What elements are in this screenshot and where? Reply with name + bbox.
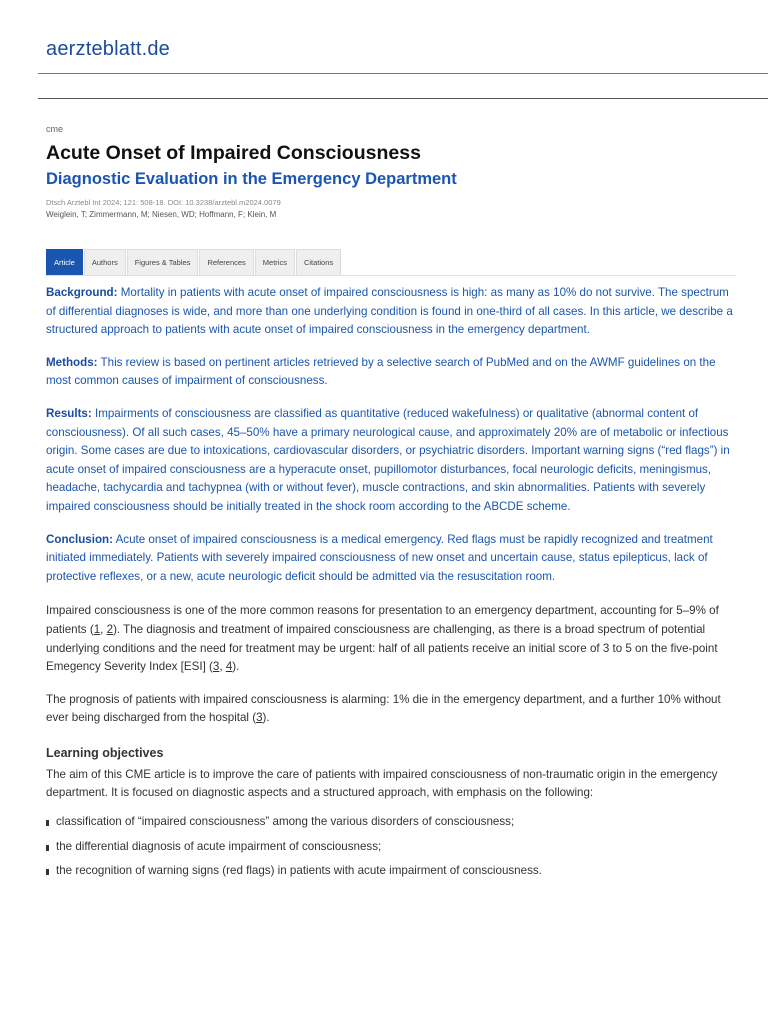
body-text: ). The diagnosis and treatment of impaired consciousness are challenging, as there is a broad spectrum of potential underlying conditions and the need for treatment may be urgent: half of all patients receive an initial score of 3 to 5 on the five-point Emegency Severity Index [ESI] ( <box>46 622 718 674</box>
abstract-conclusion <box>46 531 736 587</box>
learning-objectives-intro: The aim of this CME article is to improve the care of patients with impaired consciousness of non-traumatic origin in the emergency department. It is focused on diagnostic aspects and a structured approach, with emphasis on the following: <box>46 767 718 800</box>
header-divider-bottom <box>38 98 768 99</box>
abstract-conclusion-label: Conclusion: <box>46 532 113 546</box>
tab-authors[interactable]: Authors <box>84 249 126 275</box>
body-text: , <box>219 660 226 674</box>
bullet-icon <box>46 869 49 875</box>
list-item-text: the recognition of warning signs (red flags) in patients with acute impairment of consciousness. <box>56 864 542 878</box>
tab-metrics[interactable]: Metrics <box>255 249 295 275</box>
abstract-results <box>46 405 736 517</box>
body-paragraph <box>46 602 736 676</box>
article-authors: Weiglein, T; Zimmermann, M; Niesen, WD; Hoffmann, F; Klein, M <box>46 210 277 219</box>
article-title: Acute Onset of Impaired Consciousness <box>46 142 421 164</box>
abstract-methods <box>46 354 736 391</box>
abstract-background <box>46 284 736 340</box>
list-item-text: the differential diagnosis of acute impairment of consciousness; <box>56 839 382 853</box>
list-item <box>46 862 736 881</box>
list-item <box>46 838 736 857</box>
header-divider-top <box>38 73 768 74</box>
body-text: The prognosis of patients with impaired consciousness is alarming: 1% die in the emergency department, and a further 10% without ever being discharged from the hospital ( <box>46 692 721 725</box>
body-text: , <box>100 622 107 636</box>
list-item <box>46 813 736 832</box>
abstract-conclusion-text: Acute onset of impaired consciousness is a medical emergency. Red flags must be rapidly recognized and treatment initiated immediately. Patients with severely impaired consciousness of new onset and uncertain cause, status epilepticus, lack of protective reflexes, or a new, acute neurologic deficit should be admitted via the resuscitation room. <box>46 532 713 583</box>
abstract-background-label: Background: <box>46 286 118 299</box>
abstract-methods-label: Methods: <box>46 355 98 369</box>
abstract-results-label: Results: <box>46 406 92 420</box>
tab-article[interactable]: Article <box>46 249 83 275</box>
reference-link[interactable]: 1 <box>93 622 101 636</box>
article-body <box>46 602 736 881</box>
body-paragraph <box>46 691 736 728</box>
article-main <box>46 124 736 887</box>
abstract-background-text: Mortality in patients with acute onset of impaired consciousness is high: as many as 10% do not survive. The spectrum of differential diagnoses is wide, and more than one underlying condition is found in one-third of all cases. In this article, we describe a structured approach to patients with acute onset of impaired consciousness in the emergency department. <box>46 286 733 337</box>
reference-link[interactable]: 3 <box>212 660 220 674</box>
body-text: ). <box>232 660 240 674</box>
tab-figures-tables[interactable]: Figures & Tables <box>127 249 199 275</box>
article-citation: Dtsch Arztebl Int 2024; 121: 508-18. DOI: 10.3238/arztebl.m2024.0079 <box>46 198 281 207</box>
article-tabs <box>46 249 736 276</box>
reference-link[interactable]: 4 <box>225 660 233 674</box>
reference-link[interactable]: 2 <box>106 622 114 636</box>
article-kicker: cme <box>46 124 64 134</box>
bullet-icon <box>46 820 49 826</box>
learning-objectives-heading: Learning objectives <box>46 745 164 760</box>
abstract <box>46 284 736 586</box>
abstract-methods-text: This review is based on pertinent articles retrieved by a selective search of PubMed and on the AWMF guidelines on the most common causes of impairment of consciousness. <box>46 355 716 388</box>
site-header <box>38 0 768 100</box>
site-logo[interactable]: aerzteblatt.de <box>46 38 170 60</box>
bullet-icon <box>46 845 49 851</box>
learning-objectives-list <box>46 813 736 881</box>
tab-references[interactable]: References <box>199 249 253 275</box>
body-text: Impaired consciousness is one of the more common reasons for presentation to an emergency department, accounting for 5–9% of patients ( <box>46 604 719 636</box>
body-text: ). <box>262 711 270 725</box>
reference-link[interactable]: 3 <box>256 711 263 725</box>
tab-citations[interactable]: Citations <box>296 249 341 275</box>
list-item-text: classification of “impaired consciousness” among the various disorders of consciousness; <box>56 815 515 829</box>
abstract-results-text: Impairments of consciousness are classified as quantitative (reduced wakefulness) or qualitative (abnormal content of consciousness). Of all such cases, 45–50% have a primary neurological cause, and approximately 20% are of metabolic or infectious origin. Some cases are due to intoxications, cardiovascular disorders, or psychiatric disorders. Important warning signs (“red flags”) in acute onset of impaired consciousness are a hyperacute onset, pupillomotor disturbances, focal neurologic deficits, meningismus, headache, tachycardia and tachypnea (with or without fever), muscle contractions, and skin abnormalities. Patients with severely impaired consciousness should be initially treated in the shock room according to the ABCDE scheme. <box>46 406 730 513</box>
article-subtitle: Diagnostic Evaluation in the Emergency Department <box>46 170 457 188</box>
